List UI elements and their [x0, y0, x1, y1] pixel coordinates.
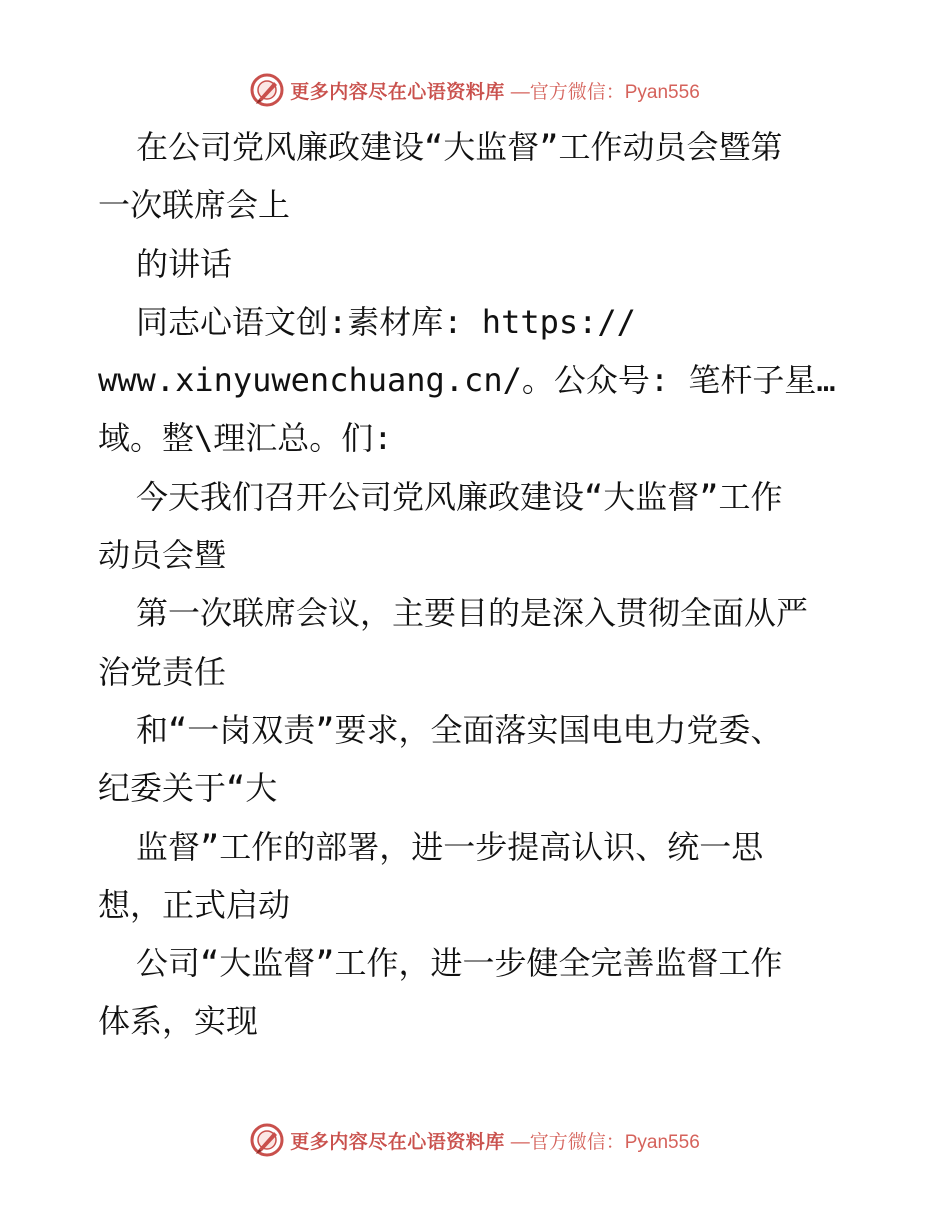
text-line: 想，正式启动 [98, 885, 291, 924]
text-line: 和“一岗双责”要求，全面落实国电电力党委、 [136, 710, 783, 749]
text-line: 一次联席会上 [98, 186, 291, 225]
text-line: www.xinyuwenchuang.cn/。公众号: 笔杆子星… [98, 361, 836, 400]
text-line: 纪委关于“大 [98, 769, 278, 808]
text-line: 第一次联席会议，主要目的是深入贯彻全面从严 [136, 594, 809, 633]
text-line: 的讲话 [136, 244, 233, 283]
banner-contact: —官方微信：Pyan556 [510, 81, 700, 103]
footer-watermark-banner [0, 1120, 950, 1160]
text-line: 公司“大监督”工作，进一步健全完善监督工作 [136, 944, 783, 983]
quill-pen-logo-icon [250, 73, 284, 107]
banner-contact: —官方微信：Pyan556 [510, 1131, 700, 1153]
text-line: 域。整\理汇总。们: [98, 419, 393, 458]
text-line: 监督”工作的部署，进一步提高认识、统一思 [136, 827, 764, 866]
text-line: 体系，实现 [98, 1002, 259, 1041]
text-line: 治党责任 [98, 652, 227, 691]
text-line: 动员会暨 [98, 536, 227, 575]
text-line: 今天我们召开公司党风廉政建设“大监督”工作 [136, 477, 783, 516]
quill-pen-logo-icon [250, 1123, 284, 1157]
banner-title: 更多内容尽在心语资料库 [290, 1130, 505, 1153]
document-body [98, 118, 858, 1051]
header-watermark-banner [0, 70, 950, 110]
banner-title: 更多内容尽在心语资料库 [290, 80, 505, 103]
text-line: 在公司党风廉政建设“大监督”工作动员会暨第 [136, 128, 783, 166]
text-line: 同志心语文创:素材库: https:// [136, 302, 636, 341]
